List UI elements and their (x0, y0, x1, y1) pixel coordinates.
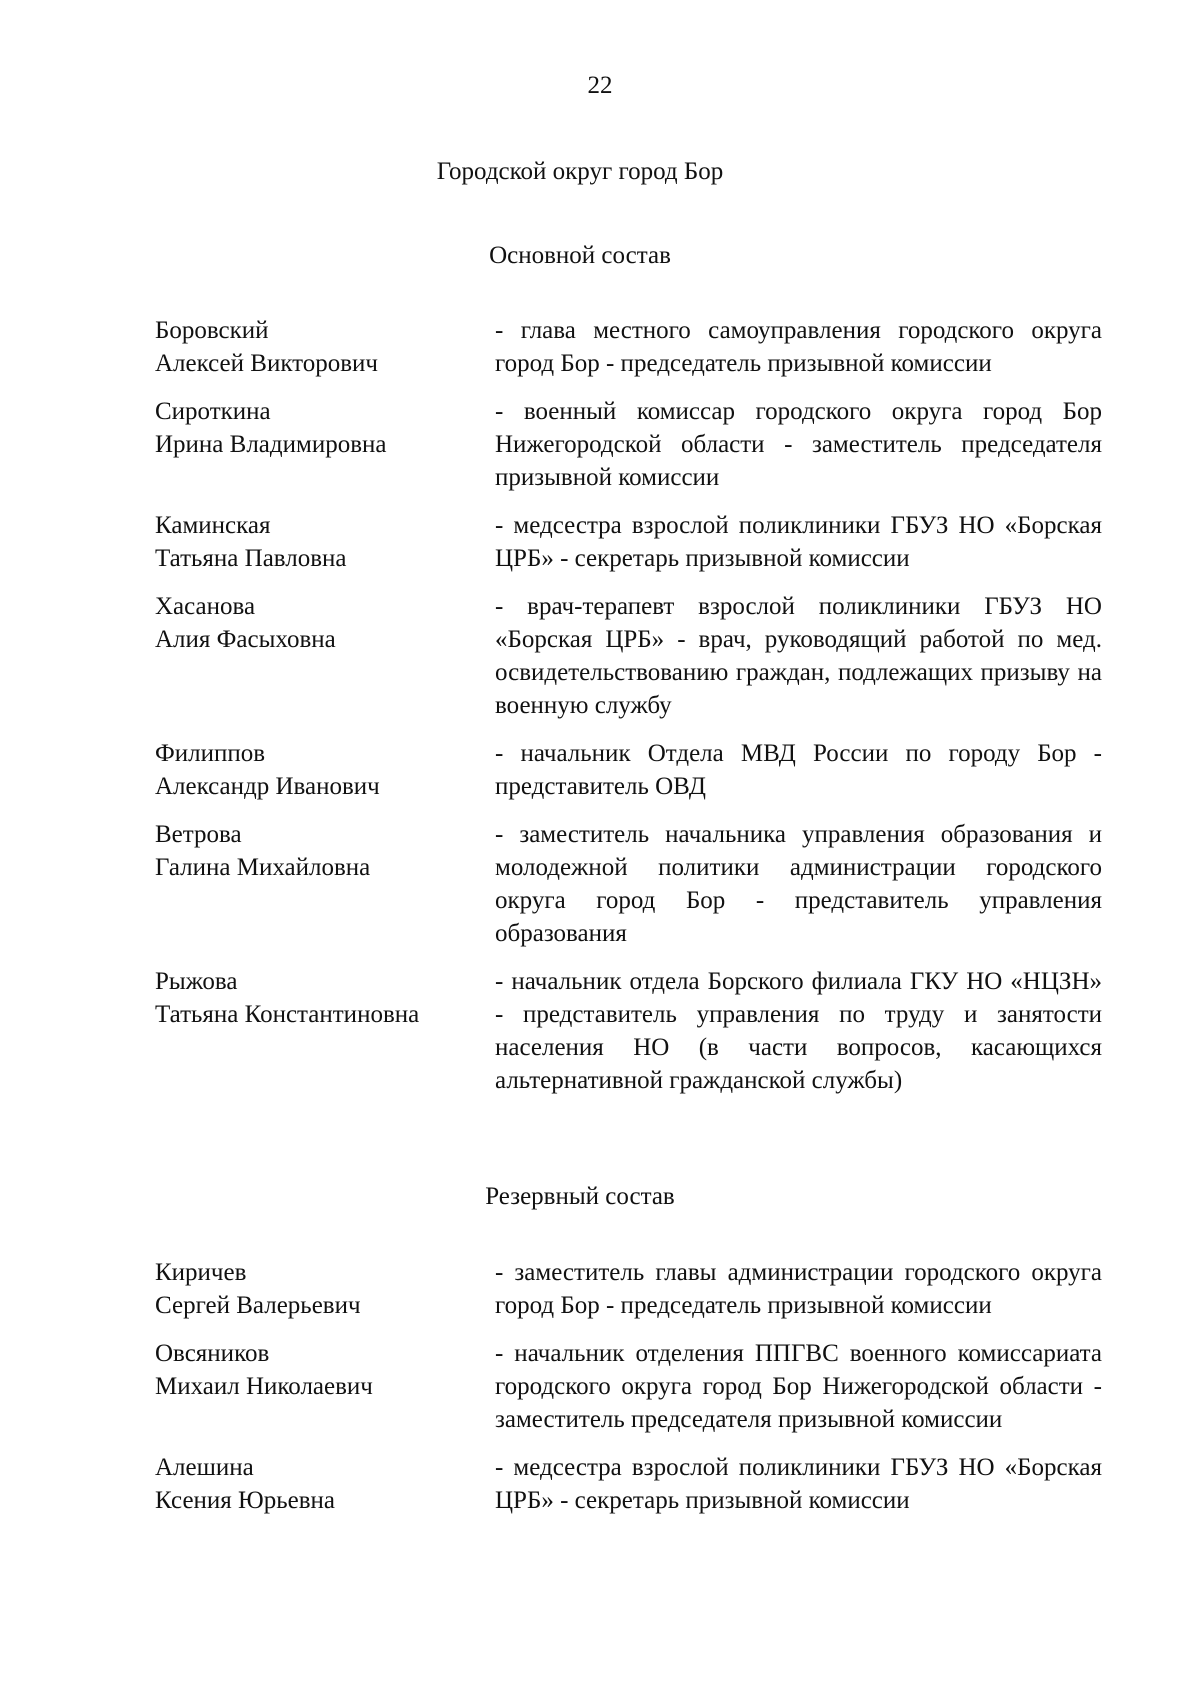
member-name (155, 1451, 495, 1517)
member-name (155, 737, 495, 803)
reserve-members-list (155, 1256, 1102, 1532)
member-row (155, 590, 1102, 722)
member-given-name: Ксения Юрьевна (155, 1487, 336, 1514)
reserve-section-title: Резервный состав (485, 1183, 675, 1210)
page-number: 22 (587, 72, 613, 99)
member-name (155, 818, 495, 884)
member-role: - начальник Отдела МВД России по городу Бор - представитель ОВД (495, 740, 1102, 800)
member-given-name: Сергей Валерьевич (155, 1292, 361, 1319)
member-name (155, 590, 495, 656)
member-row (155, 737, 1102, 803)
member-surname: Ветрова (155, 821, 242, 848)
member-name (155, 1256, 495, 1322)
member-row (155, 1451, 1102, 1517)
member-role: - медсестра взрослой поликлиники ГБУЗ НО «Борская ЦРБ» - секретарь призывной комиссии (495, 512, 1102, 572)
main-members-list (155, 314, 1102, 1112)
member-given-name: Александр Иванович (155, 773, 380, 800)
member-role: - начальник отдела Борского филиала ГКУ НО «НЦЗН» - представитель управления по труду и занятости населения НО (в части вопросов, касающихся альтернативной гражданской службы) (495, 968, 1102, 1094)
member-role: - начальник отделения ППГВС военного комиссариата городского округа город Бор Нижегородской области - заместитель председателя призывной комиссии (495, 1340, 1102, 1433)
member-surname: Хасанова (155, 593, 256, 620)
member-row (155, 314, 1102, 380)
member-surname: Киричев (155, 1259, 247, 1286)
member-given-name: Алия Фасыховна (155, 626, 336, 653)
member-name (155, 395, 495, 461)
member-given-name: Татьяна Павловна (155, 545, 347, 572)
member-surname: Филиппов (155, 740, 266, 767)
member-name (155, 314, 495, 380)
member-given-name: Ирина Владимировна (155, 431, 387, 458)
member-surname: Овсяников (155, 1340, 270, 1367)
member-given-name: Галина Михайловна (155, 854, 371, 881)
member-row (155, 818, 1102, 950)
member-row (155, 965, 1102, 1097)
member-given-name: Алексей Викторович (155, 350, 378, 377)
member-name (155, 509, 495, 575)
member-row (155, 509, 1102, 575)
member-name (155, 1337, 495, 1403)
member-given-name: Михаил Николаевич (155, 1373, 373, 1400)
member-row (155, 1337, 1102, 1436)
member-role: - глава местного самоуправления городского округа город Бор - председатель призывной комиссии (495, 317, 1102, 377)
member-row (155, 395, 1102, 494)
main-section-title: Основной состав (489, 242, 671, 269)
member-given-name: Татьяна Константиновна (155, 1001, 420, 1028)
member-role: - заместитель начальника управления образования и молодежной политики администрации городского округа город Бор - представитель управления образования (495, 821, 1102, 947)
member-surname: Каминская (155, 512, 271, 539)
member-surname: Алешина (155, 1454, 254, 1481)
member-role: - военный комиссар городского округа город Бор Нижегородской области - заместитель председателя призывной комиссии (495, 398, 1102, 491)
member-row (155, 1256, 1102, 1322)
member-role: - врач-терапевт взрослой поликлиники ГБУЗ НО «Борская ЦРБ» - врач, руководящий работой по мед. освидетельствованию граждан, подлежащих призыву на военную службу (495, 593, 1102, 719)
member-role: - медсестра взрослой поликлиники ГБУЗ НО «Борская ЦРБ» - секретарь призывной комиссии (495, 1454, 1102, 1514)
member-surname: Рыжова (155, 968, 238, 995)
district-title: Городской округ город Бор (436, 158, 724, 185)
member-name (155, 965, 495, 1031)
member-surname: Боровский (155, 317, 269, 344)
member-surname: Сироткина (155, 398, 271, 425)
member-role: - заместитель главы администрации городского округа город Бор - председатель призывной комиссии (495, 1259, 1102, 1319)
